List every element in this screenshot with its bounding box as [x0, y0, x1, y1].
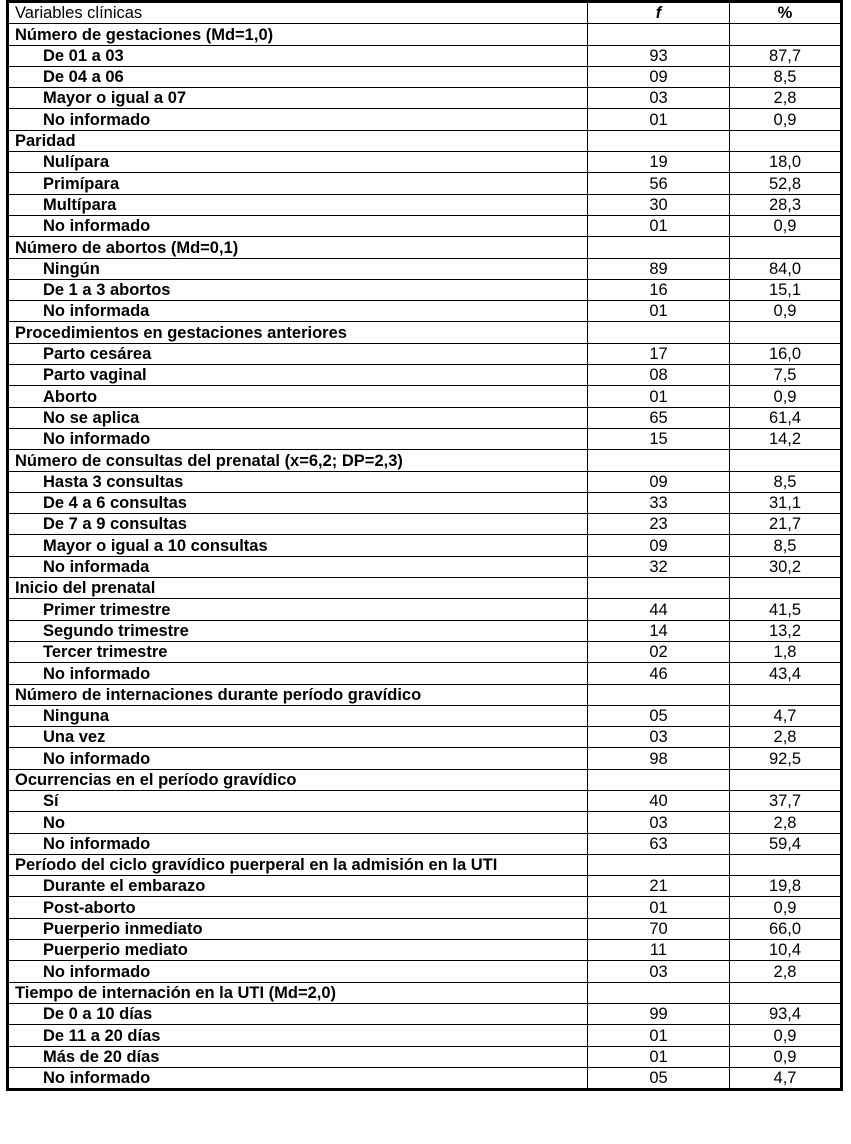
row-label: Nulípara: [8, 152, 588, 173]
category-title: Número de consultas del prenatal (x=6,2; DP=2,3): [8, 450, 588, 471]
table-row: [8, 705, 842, 726]
header-row: [8, 2, 842, 24]
row-percent: 31,1: [730, 492, 842, 513]
row-frequency: 65: [588, 407, 730, 428]
category-frequency-cell: [588, 982, 730, 1003]
row-percent: 1,8: [730, 641, 842, 662]
row-frequency: 16: [588, 279, 730, 300]
category-row: [8, 982, 842, 1003]
row-label: No informada: [8, 556, 588, 577]
row-percent: 0,9: [730, 386, 842, 407]
category-title: Paridad: [8, 130, 588, 151]
row-label: De 0 a 10 días: [8, 1003, 588, 1024]
row-frequency: 01: [588, 1025, 730, 1046]
category-row: [8, 578, 842, 599]
row-percent: 19,8: [730, 876, 842, 897]
row-label: Hasta 3 consultas: [8, 471, 588, 492]
row-frequency: 03: [588, 88, 730, 109]
category-frequency-cell: [588, 684, 730, 705]
table-row: [8, 918, 842, 939]
category-percent-cell: [730, 24, 842, 45]
row-percent: 8,5: [730, 66, 842, 87]
row-label: No se aplica: [8, 407, 588, 428]
table-row: [8, 428, 842, 449]
row-frequency: 14: [588, 620, 730, 641]
table-row: [8, 748, 842, 769]
row-percent: 21,7: [730, 514, 842, 535]
category-percent-cell: [730, 578, 842, 599]
table-row: [8, 790, 842, 811]
row-percent: 14,2: [730, 428, 842, 449]
row-percent: 0,9: [730, 215, 842, 236]
row-percent: 18,0: [730, 152, 842, 173]
category-title: Tiempo de internación en la UTI (Md=2,0): [8, 982, 588, 1003]
table-row: [8, 45, 842, 66]
row-percent: 41,5: [730, 599, 842, 620]
row-frequency: 63: [588, 833, 730, 854]
row-label: Una vez: [8, 727, 588, 748]
row-frequency: 44: [588, 599, 730, 620]
row-percent: 0,9: [730, 109, 842, 130]
row-label: De 01 a 03: [8, 45, 588, 66]
row-percent: 0,9: [730, 897, 842, 918]
row-label: Puerperio inmediato: [8, 918, 588, 939]
table-row: [8, 301, 842, 322]
row-percent: 8,5: [730, 471, 842, 492]
row-percent: 4,7: [730, 705, 842, 726]
row-frequency: 09: [588, 535, 730, 556]
row-frequency: 03: [588, 727, 730, 748]
table-row: [8, 620, 842, 641]
row-percent: 10,4: [730, 940, 842, 961]
row-label: Parto cesárea: [8, 343, 588, 364]
row-frequency: 08: [588, 365, 730, 386]
row-frequency: 03: [588, 812, 730, 833]
row-percent: 93,4: [730, 1003, 842, 1024]
row-label: No informado: [8, 428, 588, 449]
table-row: [8, 173, 842, 194]
header-frequency: f: [588, 2, 730, 24]
table-row: [8, 407, 842, 428]
row-frequency: 99: [588, 1003, 730, 1024]
row-percent: 92,5: [730, 748, 842, 769]
row-frequency: 21: [588, 876, 730, 897]
row-label: No informado: [8, 833, 588, 854]
row-label: De 1 a 3 abortos: [8, 279, 588, 300]
category-row: [8, 130, 842, 151]
row-frequency: 98: [588, 748, 730, 769]
category-row: [8, 684, 842, 705]
row-label: Tercer trimestre: [8, 641, 588, 662]
table-row: [8, 812, 842, 833]
row-label: No: [8, 812, 588, 833]
category-frequency-cell: [588, 769, 730, 790]
row-label: Segundo trimestre: [8, 620, 588, 641]
row-percent: 30,2: [730, 556, 842, 577]
category-percent-cell: [730, 854, 842, 875]
row-frequency: 09: [588, 471, 730, 492]
table-row: [8, 641, 842, 662]
row-label: No informado: [8, 1067, 588, 1089]
row-percent: 0,9: [730, 1046, 842, 1067]
row-percent: 84,0: [730, 258, 842, 279]
category-frequency-cell: [588, 854, 730, 875]
category-row: [8, 322, 842, 343]
row-label: Primer trimestre: [8, 599, 588, 620]
row-label: Durante el embarazo: [8, 876, 588, 897]
row-frequency: 93: [588, 45, 730, 66]
category-row: [8, 769, 842, 790]
row-frequency: 02: [588, 641, 730, 662]
row-label: Parto vaginal: [8, 365, 588, 386]
category-percent-cell: [730, 769, 842, 790]
row-frequency: 70: [588, 918, 730, 939]
row-frequency: 46: [588, 663, 730, 684]
table-row: [8, 663, 842, 684]
table-row: [8, 492, 842, 513]
table-row: [8, 514, 842, 535]
table-body: [8, 24, 842, 1090]
row-frequency: 19: [588, 152, 730, 173]
row-frequency: 09: [588, 66, 730, 87]
row-label: De 04 a 06: [8, 66, 588, 87]
table-row: [8, 727, 842, 748]
category-percent-cell: [730, 684, 842, 705]
row-percent: 61,4: [730, 407, 842, 428]
row-frequency: 05: [588, 1067, 730, 1089]
row-percent: 2,8: [730, 812, 842, 833]
row-frequency: 03: [588, 961, 730, 982]
category-frequency-cell: [588, 322, 730, 343]
table-row: [8, 535, 842, 556]
row-label: No informado: [8, 109, 588, 130]
row-percent: 4,7: [730, 1067, 842, 1089]
table-row: [8, 1046, 842, 1067]
table-row: [8, 1067, 842, 1089]
table-row: [8, 897, 842, 918]
row-label: De 7 a 9 consultas: [8, 514, 588, 535]
row-frequency: 01: [588, 215, 730, 236]
row-label: No informado: [8, 215, 588, 236]
category-percent-cell: [730, 322, 842, 343]
table-row: [8, 343, 842, 364]
category-row: [8, 450, 842, 471]
category-title: Número de internaciones durante período gravídico: [8, 684, 588, 705]
row-percent: 7,5: [730, 365, 842, 386]
row-label: Multípara: [8, 194, 588, 215]
row-label: De 11 a 20 días: [8, 1025, 588, 1046]
table-row: [8, 215, 842, 236]
row-label: De 4 a 6 consultas: [8, 492, 588, 513]
table-row: [8, 833, 842, 854]
table-row: [8, 386, 842, 407]
row-percent: 8,5: [730, 535, 842, 556]
table-row: [8, 961, 842, 982]
table-row: [8, 556, 842, 577]
row-label: No informada: [8, 301, 588, 322]
row-label: No informado: [8, 748, 588, 769]
row-percent: 0,9: [730, 1025, 842, 1046]
table-row: [8, 66, 842, 87]
header-variable: Variables clínicas: [8, 2, 588, 24]
row-label: No informado: [8, 961, 588, 982]
category-title: Inicio del prenatal: [8, 578, 588, 599]
category-percent-cell: [730, 130, 842, 151]
category-title: Procedimientos en gestaciones anteriores: [8, 322, 588, 343]
row-frequency: 01: [588, 386, 730, 407]
table-row: [8, 152, 842, 173]
row-frequency: 11: [588, 940, 730, 961]
table-row: [8, 1003, 842, 1024]
table-row: [8, 599, 842, 620]
category-title: Ocurrencias en el período gravídico: [8, 769, 588, 790]
row-percent: 16,0: [730, 343, 842, 364]
category-title: Número de abortos (Md=0,1): [8, 237, 588, 258]
row-label: Mayor o igual a 10 consultas: [8, 535, 588, 556]
row-label: Más de 20 días: [8, 1046, 588, 1067]
table-wrapper: [6, 0, 843, 1091]
table-row: [8, 940, 842, 961]
header-percent: %: [730, 2, 842, 24]
row-percent: 0,9: [730, 301, 842, 322]
table-row: [8, 471, 842, 492]
category-row: [8, 854, 842, 875]
table-row: [8, 109, 842, 130]
row-frequency: 56: [588, 173, 730, 194]
row-percent: 28,3: [730, 194, 842, 215]
category-row: [8, 237, 842, 258]
category-frequency-cell: [588, 578, 730, 599]
table-row: [8, 365, 842, 386]
row-label: Primípara: [8, 173, 588, 194]
table-row: [8, 876, 842, 897]
row-label: Mayor o igual a 07: [8, 88, 588, 109]
row-label: Aborto: [8, 386, 588, 407]
row-frequency: 01: [588, 1046, 730, 1067]
row-percent: 59,4: [730, 833, 842, 854]
row-label: Ninguna: [8, 705, 588, 726]
table-row: [8, 194, 842, 215]
category-frequency-cell: [588, 130, 730, 151]
row-frequency: 30: [588, 194, 730, 215]
row-frequency: 01: [588, 109, 730, 130]
row-label: Post-aborto: [8, 897, 588, 918]
table-row: [8, 258, 842, 279]
category-percent-cell: [730, 237, 842, 258]
row-label: Ningún: [8, 258, 588, 279]
row-percent: 2,8: [730, 727, 842, 748]
row-frequency: 89: [588, 258, 730, 279]
category-frequency-cell: [588, 24, 730, 45]
category-percent-cell: [730, 982, 842, 1003]
category-percent-cell: [730, 450, 842, 471]
row-percent: 2,8: [730, 88, 842, 109]
row-frequency: 05: [588, 705, 730, 726]
row-frequency: 32: [588, 556, 730, 577]
row-percent: 87,7: [730, 45, 842, 66]
row-percent: 37,7: [730, 790, 842, 811]
row-label: Puerperio mediato: [8, 940, 588, 961]
row-label: No informado: [8, 663, 588, 684]
table-row: [8, 279, 842, 300]
clinical-variables-table: [6, 0, 843, 1091]
table-row: [8, 88, 842, 109]
row-label: Sí: [8, 790, 588, 811]
row-percent: 66,0: [730, 918, 842, 939]
category-row: [8, 24, 842, 45]
category-frequency-cell: [588, 450, 730, 471]
row-percent: 15,1: [730, 279, 842, 300]
row-percent: 52,8: [730, 173, 842, 194]
category-title: Período del ciclo gravídico puerperal en la admisión en la UTI: [8, 854, 588, 875]
row-frequency: 01: [588, 897, 730, 918]
category-frequency-cell: [588, 237, 730, 258]
row-frequency: 01: [588, 301, 730, 322]
row-frequency: 40: [588, 790, 730, 811]
row-frequency: 33: [588, 492, 730, 513]
row-frequency: 15: [588, 428, 730, 449]
table-row: [8, 1025, 842, 1046]
row-frequency: 23: [588, 514, 730, 535]
category-title: Número de gestaciones (Md=1,0): [8, 24, 588, 45]
row-percent: 13,2: [730, 620, 842, 641]
row-percent: 2,8: [730, 961, 842, 982]
row-percent: 43,4: [730, 663, 842, 684]
row-frequency: 17: [588, 343, 730, 364]
